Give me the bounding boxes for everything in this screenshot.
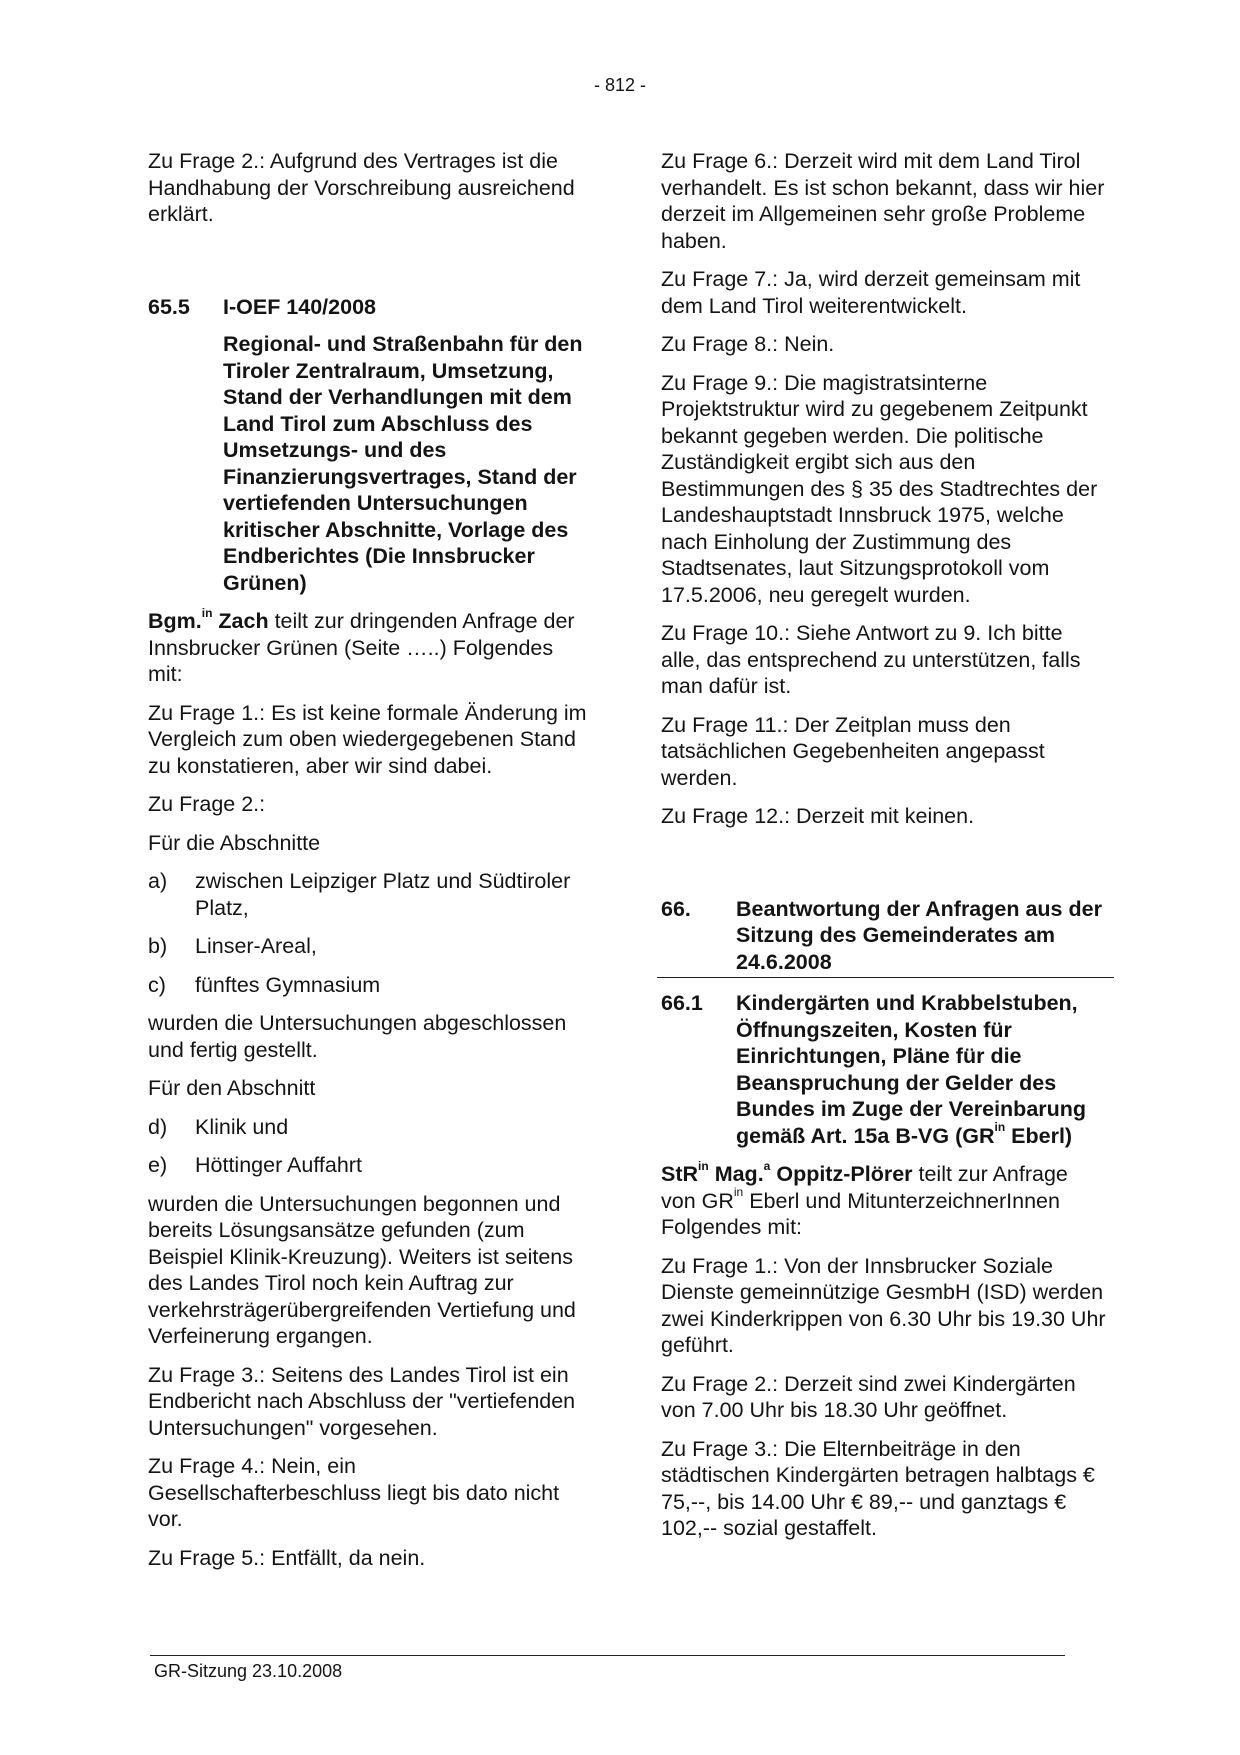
- speaker-paragraph: [148, 605, 593, 688]
- done-paragraph: wurden die Untersuchungen abgeschlossen und fertig gestellt.: [148, 1011, 567, 1062]
- section-author-sup: in: [994, 1120, 1006, 1135]
- answer-q1: Zu Frage 1.: Es ist keine formale Änderung im Vergleich zum oben wiedergegebenen Stand zu konstatieren, aber wir sind dabei.: [148, 700, 587, 778]
- section-title: Regional- und Straßenbahn für den Tiroler Zentralraum, Umsetzung, Stand der Verhandlungen mit dem Land Tirol zum Abschluss des Umsetzungs- und des Finanzierungsvertrages, Stand der vertiefenden Untersuchungen kritischer Abschnitte, Vorlage des Endberichtes (Die Innsbrucker Grünen): [223, 332, 583, 595]
- answer-q8: Zu Frage 8.: Nein.: [661, 332, 835, 356]
- section-number: 66.: [661, 896, 691, 921]
- answer-q3: Zu Frage 3.: Seitens des Landes Tirol ist ein Endbericht nach Abschluss der "vertiefenden Untersuchungen" vorgesehen.: [148, 1362, 576, 1440]
- answer-a3: Zu Frage 3.: Die Elternbeiträge in den städtischen Kindergärten betragen halbtags € 75,--, bis 14.00 Uhr € 89,-- und ganztags € 102,-- sozial gestaffelt.: [661, 1436, 1095, 1540]
- speaker-name: Zach: [218, 609, 269, 633]
- speaker-text: teilt zur dringenden Anfrage der Innsbrucker Grünen (Seite …..) Folgendes mit:: [148, 609, 575, 686]
- answer-q7: Zu Frage 7.: Ja, wird derzeit gemeinsam mit dem Land Tirol weiterentwickelt.: [661, 267, 1081, 318]
- speaker-name: Oppitz-Plörer: [776, 1162, 913, 1186]
- speaker-text-2: Eberl und MitunterzeichnerInnen Folgendes mit:: [661, 1188, 1060, 1239]
- answer-q5: Zu Frage 5.: Entfällt, da nein.: [148, 1545, 426, 1570]
- speaker-mag: Mag.: [714, 1162, 764, 1186]
- answer-q9: Zu Frage 9.: Die magistratsinterne Projektstruktur wird zu gegebenem Zeitpunkt bekannt gegeben werden. Die politische Zuständigkeit ergibt sich aus den Bestimmungen des § 35 des Stadtrechtes der Landeshauptstadt Innsbruck 1975, welche nach Einholung der Zustimmung des Stadtsenates, laut Sitzungsprotokoll vom 17.5.2006, neu geregelt wurden.: [661, 370, 1098, 607]
- list-item: [148, 972, 593, 999]
- speaker-title: Bgm.: [148, 609, 202, 633]
- answer-a2: Zu Frage 2.: Derzeit sind zwei Kindergärten von 7.00 Uhr bis 18.30 Uhr geöffnet.: [661, 1371, 1076, 1422]
- section-author-prefix: (GR: [955, 1123, 995, 1148]
- speaker-text-sup: in: [733, 1185, 744, 1200]
- answer-q2: Zu Frage 2.:: [148, 792, 266, 816]
- list-item: [148, 933, 593, 960]
- speaker-mag-sup: a: [763, 1158, 771, 1173]
- section-title: [736, 990, 1106, 1149]
- list-marker: b): [148, 934, 168, 958]
- answer-q12: Zu Frage 12.: Derzeit mit keinen.: [661, 804, 975, 828]
- answer-q6: Zu Frage 6.: Derzeit wird mit dem Land Tirol verhandelt. Es ist schon bekannt, dass wir hier derzeit im Allgemeinen sehr große Probleme haben.: [661, 149, 1105, 253]
- section-65-5-heading: [148, 294, 593, 321]
- list-item: [148, 868, 593, 921]
- intro-paragraph: Zu Frage 2.: Aufgrund des Vertrages ist die Handhabung der Vorschreibung ausreichend erklärt.: [148, 149, 575, 226]
- list-marker: e): [148, 1153, 168, 1177]
- footer-text: GR-Sitzung 23.10.2008: [154, 1661, 343, 1681]
- section-number: 66.1: [661, 991, 703, 1015]
- speaker-title: StR: [661, 1162, 699, 1186]
- section-reference: I-OEF 140/2008: [223, 294, 376, 319]
- list-item: [148, 1114, 593, 1141]
- answer-a1: Zu Frage 1.: Von der Innsbrucker Soziale Dienste gemeinnützige GesmbH (ISD) werden zwei Kinderkrippen von 6.30 Uhr bis 19.30 Uhr geführt.: [661, 1253, 1106, 1357]
- right-column: [661, 148, 1106, 1554]
- list-text: Klinik und: [195, 1114, 289, 1139]
- list-text: Linser-Areal,: [195, 934, 317, 958]
- answer-q4: Zu Frage 4.: Nein, ein Gesellschafterbeschluss liegt bis dato nicht vor.: [148, 1454, 560, 1531]
- begun-paragraph: wurden die Untersuchungen begonnen und bereits Lösungsansätze gefunden (zum Beispiel Klinik-Kreuzung). Weiters ist seitens des Landes Tirol noch kein Auftrag zur verkehrsträgerübergreifenden Vertiefung und Verfeinerung ergangen.: [148, 1191, 576, 1348]
- list-text: fünftes Gymnasium: [195, 972, 381, 997]
- section-number: 65.5: [148, 294, 190, 319]
- section-66-heading: [657, 896, 1114, 979]
- page-number: - 812 -: [593, 75, 647, 95]
- list-text: zwischen Leipziger Platz und Südtiroler Platz,: [195, 869, 571, 920]
- left-column: [148, 148, 593, 1583]
- list-text: Höttinger Auffahrt: [195, 1153, 362, 1177]
- footer-divider: [150, 1655, 1065, 1656]
- answer-q10: Zu Frage 10.: Siehe Antwort zu 9. Ich bitte alle, das entsprechend zu unterstützen, falls man dafür ist.: [661, 621, 1081, 698]
- speaker-title-sup: in: [201, 605, 213, 620]
- section-title: Beantwortung der Anfragen aus der Sitzung des Gemeinderates am 24.6.2008: [736, 896, 1102, 974]
- section-66-1-heading: [661, 990, 1106, 1149]
- list-marker: d): [148, 1114, 168, 1139]
- section-title-text: Kindergärten und Krabbelstuben, Öffnungszeiten, Kosten für Einrichtungen, Pläne für die Beanspruchung der Gelder des Bundes im Zuge der Vereinbarung gemäß Art. 15a B-VG: [736, 991, 1087, 1148]
- list-marker: a): [148, 869, 168, 893]
- section-intro: Für den Abschnitt: [148, 1076, 316, 1100]
- list-item: [148, 1152, 593, 1179]
- list-marker: c): [148, 972, 166, 997]
- speaker-paragraph: [661, 1158, 1106, 1241]
- answer-q11: Zu Frage 11.: Der Zeitplan muss den tatsächlichen Gegebenheiten angepasst werden.: [661, 712, 1045, 790]
- section-author-name: Eberl): [1011, 1123, 1073, 1148]
- sections-intro: Für die Abschnitte: [148, 830, 321, 855]
- speaker-text-1: teilt zur Anfrage von GR: [661, 1162, 1068, 1213]
- speaker-title-sup: in: [698, 1158, 709, 1173]
